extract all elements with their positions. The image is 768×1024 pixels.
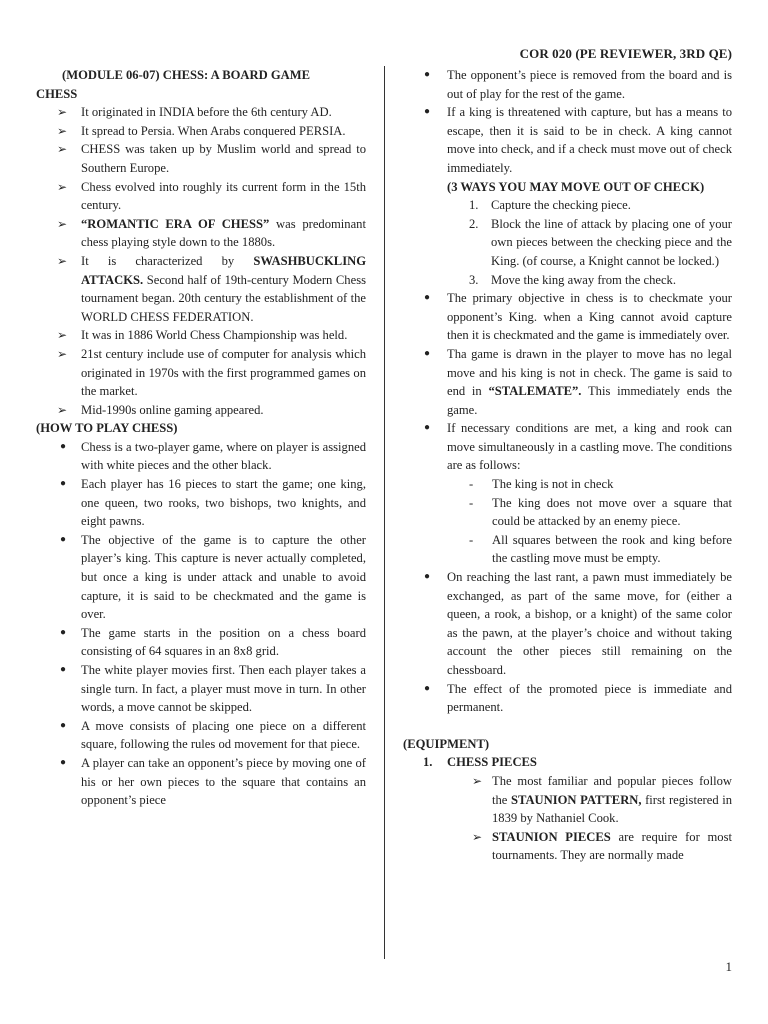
history-item: ➢ Chess evolved into roughly its current form in the 15th century. (57, 179, 366, 213)
dot-bullet-icon: ● (424, 571, 431, 583)
condition-item: - The king is not in check (403, 475, 732, 494)
section-how-heading: (HOW TO PLAY CHESS) (36, 421, 178, 436)
way-item: 3. Move the king away from the check. (469, 272, 676, 287)
rule-item-promoted: ● The effect of the promoted piece is immediate and permanent. (424, 681, 732, 715)
pieces-item: ➢ STAUNION PIECES are require for most tournaments. They are normally made (472, 829, 733, 863)
dot-bullet-icon: ● (424, 69, 431, 80)
rule-item: ● The opponent’s piece is removed from the board and is out of play for the rest of the game. (424, 68, 732, 101)
dash-bullet-icon: - (469, 532, 474, 547)
arrow-bullet-icon: ➢ (57, 105, 68, 120)
history-item: ➢ 21st century include use of computer for analysis which originated in 1970s with the first programmed games on the market. (57, 346, 366, 399)
arrow-bullet-icon: ➢ (57, 346, 68, 361)
history-item: ➢ Mid-1990s online gaming appeared. (36, 401, 366, 420)
rule-item-promotion: ● On reaching the last rant, a pawn must immediately be exchanged, as part of the same move, for (either a queen, a rook, a bishop, or a knight) of the same color as the pawn, at the player’s choice and without taking account the other pieces still remaining on the chessboard. (424, 570, 732, 677)
arrow-bullet-icon: ➢ (472, 829, 483, 844)
how-item: ● A player can take an opponent’s piece by moving one of his or her own pieces to the square that contains an opponent’s piece (60, 755, 366, 808)
equipment-heading: (EQUIPMENT) (403, 736, 490, 751)
rule-item-stalemate: ● Tha game is drawn in the player to move has no legal move and his king is not in check. The game is said to end in “STALEMATE”. This immediately ends the game. (424, 346, 732, 417)
way-item: 2. Block the line of attack by placing one of your own pieces between the checking piece and the King. (of course, a Knight cannot be locked.) (469, 216, 732, 268)
dot-bullet-icon: ● (424, 422, 431, 434)
condition-item: - The king does not move over a square that could be attacked by an enemy piece. (469, 495, 732, 529)
history-item: ➢ It was in 1886 World Chess Championship was held. (36, 326, 366, 345)
arrow-bullet-icon: ➢ (57, 123, 68, 138)
spacer (403, 717, 732, 735)
dash-bullet-icon: - (469, 477, 474, 492)
arrow-bullet-icon: ➢ (57, 328, 68, 343)
chess-pieces-heading: 1. CHESS PIECES (423, 755, 537, 770)
way-item: 1. Capture the checking piece. (469, 198, 631, 213)
dot-bullet-icon: ● (424, 292, 431, 304)
right-column (403, 66, 732, 865)
arrow-bullet-icon: ➢ (57, 179, 68, 194)
arrow-bullet-icon: ➢ (57, 402, 68, 417)
history-item: ➢ It is characterized by SWASHBUCKLING ATTACKS. Second half of 19th-century Modern Chess tournament began. 20th century the establishment of the WORLD CHESS FEDERATION. (57, 253, 366, 324)
rule-item-checkmate: ● The primary objective in chess is to checkmate your opponent’s King. when a King cannot avoid capture then it is checkmated and the game is immediately over. (424, 291, 732, 343)
page-number: 1 (725, 959, 732, 974)
how-item: ● Each player has 16 pieces to start the game; one king, one queen, two rooks, two bishops, two knights, and eight pawns. (60, 477, 366, 529)
arrow-bullet-icon: ➢ (57, 216, 68, 231)
rule-item: ● If a king is threatened with capture, but has a means to escape, then it is said to be in check. A king cannot move into check, and if a check must move out of check immediately. (424, 105, 732, 175)
section-chess-heading: CHESS (36, 86, 78, 101)
history-item: ➢ “ROMANTIC ERA OF CHESS” was predominant chess playing style down to the 1880s. (57, 216, 366, 250)
header-course-title: COR 020 (PE REVIEWER, 3RD QE) (519, 46, 732, 61)
dot-bullet-icon: ● (60, 533, 67, 545)
dot-bullet-icon: ● (60, 478, 67, 490)
dot-bullet-icon: ● (60, 626, 67, 638)
history-item: ➢ CHESS was taken up by Muslim world and spread to Southern Europe. (57, 142, 366, 175)
condition-item: - All squares between the rook and king before the castling move must be empty. (469, 532, 732, 566)
history-item: ➢ It spread to Persia. When Arabs conquered PERSIA. (36, 122, 366, 141)
dot-bullet-icon: ● (60, 719, 67, 731)
rule-item-castling: ● If necessary conditions are met, a king and rook can move simultaneously in a castling move. The conditions are as follows: (424, 421, 732, 473)
column-divider (384, 66, 385, 959)
arrow-bullet-icon: ➢ (57, 142, 68, 157)
dot-bullet-icon: ● (60, 664, 67, 675)
how-item: ● The white player movies first. Then each player takes a single turn. In fact, a player must move in turn. In other words, a move cannot be skipped. (60, 663, 366, 715)
dot-bullet-icon: ● (60, 440, 67, 452)
arrow-bullet-icon: ➢ (472, 773, 483, 788)
history-item: ➢ It originated in INDIA before the 6th century AD. (36, 103, 366, 122)
ways-heading: (3 WAYS YOU MAY MOVE OUT OF CHECK) (447, 179, 705, 194)
how-item: ● A move consists of placing one piece on a different square, following the rules od movement for that piece. (60, 718, 366, 752)
pieces-item: ➢ The most familiar and popular pieces follow the STAUNION PATTERN, first registered in 1839 by Nathaniel Cook. (472, 773, 732, 826)
dot-bullet-icon: ● (424, 347, 431, 359)
left-column (36, 66, 366, 810)
dot-bullet-icon: ● (424, 682, 431, 694)
how-item: ● Chess is a two-player game, where on player is assigned with white pieces and the other black. (60, 439, 366, 473)
dash-bullet-icon: - (469, 495, 474, 510)
module-title: (MODULE 06-07) CHESS: A BOARD GAME (62, 68, 311, 82)
dot-bullet-icon: ● (424, 106, 431, 118)
how-item: ● The objective of the game is to capture the other player’s king. This capture is never actually completed, but once a king is under attack and unable to avoid capture, it is said to be checkmated and the game is over. (60, 532, 366, 622)
arrow-bullet-icon: ➢ (57, 253, 68, 268)
how-item: ● The game starts in the position on a chess board consisting of 64 squares in an 8x8 grid. (60, 625, 366, 659)
dot-bullet-icon: ● (60, 756, 67, 768)
